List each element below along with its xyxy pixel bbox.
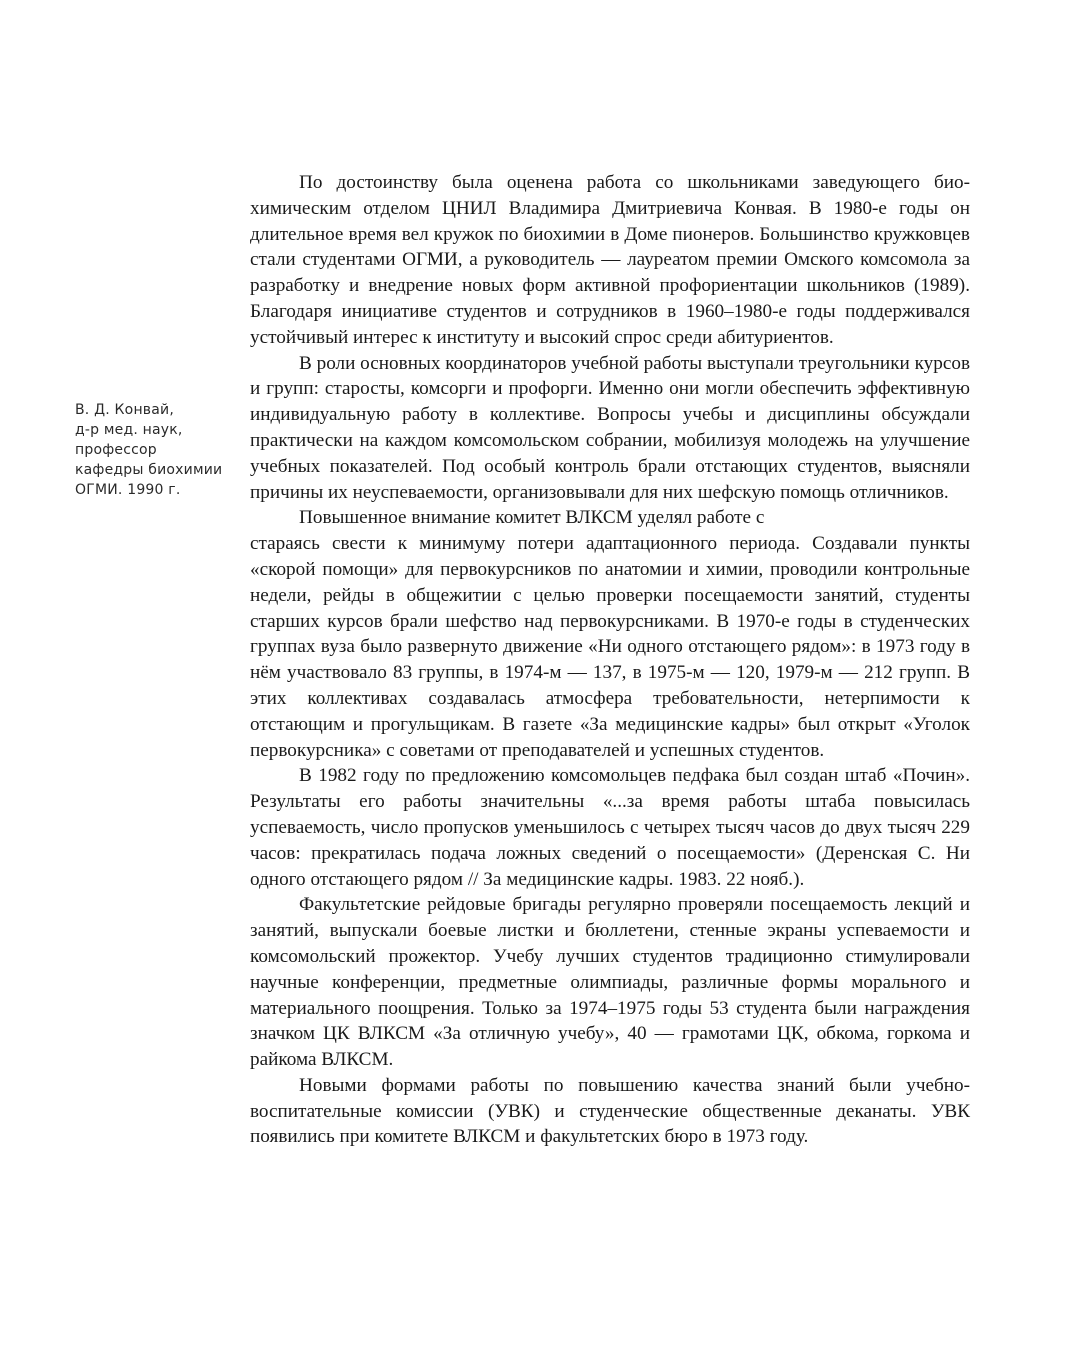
caption-line: В. Д. Конвай, [75, 402, 174, 418]
paragraph: Повышенное внимание комитет ВЛКСМ уделял работе с [299, 507, 765, 529]
paragraph: По достоинству была оценена работа со школьниками заведующего биохимическим отделом ЦНИЛ Владимира Дмитриевича Конвая. В 1980-е годы он длительное время вел кружок по биохимии в Доме пионеров. Большинство кружковцев стали студентами ОГМИ, а руководитель — лауреатом премии Омского комсомола за разработку и внедрение новых форм активной профориентации школьников (1989). Благодаря инициативе студентов и сотрудников в 1960–1980-е годы поддерживался устойчивый интерес к институту и высокий спрос среди абитуриентов. [250, 172, 970, 348]
caption-line: ОГМИ. 1990 г. [75, 482, 181, 498]
paragraph: Новыми формами работы по повышению качества знаний были учебно-воспитательные комиссии (УВК) и студенческие общественные деканаты. УВК появились при комитете ВЛКСМ и факультетских бюро в 1973 году. [250, 1074, 970, 1148]
photo-caption [75, 400, 240, 500]
paragraph: В 1982 году по предложению комсомольцев педфака был создан штаб «Почин». Результаты его работы значительны «...за время работы штаба повысилась успеваемость, число пропусков уменьшилось с четырех тысяч часов до двух тысяч 229 часов: прекратилась подача ложных сведений о посещаемости» (Деренская С. Ни одного отстающего рядом // За медицинские кадры. 1983. 22 нояб.). [250, 765, 970, 890]
caption-line: профессор [75, 442, 157, 458]
caption-line: кафедры биохимии [75, 462, 223, 478]
paragraph: В роли основных координаторов учебной работы выступали треугольники курсов и групп: старосты, комсорги и профорги. Именно они могли обеспечить эффективную индивидуальную работу в коллективе. Вопросы учебы и дисциплины обсуждали практически на каждом комсомольском собрании, мобилизуя молодежь на улучшение учебных показателей. Под особый контроль брали отстающих студентов, выясняли причины их неуспеваемости, организовывали для них шефскую помощь отличников. [250, 352, 970, 503]
body-text [250, 170, 970, 1150]
paragraph: стараясь свести к минимуму потери адаптационного периода. Создавали пункты «скорой помощи» для первокурсников по анатомии и химии, проводили контрольные недели, рейды в общежитии с целью проверки посещаемости занятий, студенты старших курсов брали шефство над первокурсниками. В 1970-е годы в студенческих группах вуза было развернуто движение «Ни одного отстающего рядом»: в 1973 году в нём участвовало 83 группы, в 1974-м — 137, в 1975-м — 120, 1979-м — 212 групп. В этих коллективах создавалась атмосфера требовательности, нетерпимости к отстающим и прогульщикам. В газете «За медицинские кадры» был открыт «Уголок первокурсника» с советами от преподавателей и успешных студентов. [250, 533, 970, 761]
paragraph: Факультетские рейдовые бригады регулярно проверяли посещаемость лекций и занятий, выпускали боевые листки и бюллетени, стенные экраны успеваемости и комсомольский прожектор. Учебу лучших студентов традиционно стимулировали научные конференции, предметные олимпиады, различные формы морального и материального поощрения. Только за 1974–1975 годы 53 студента были награждения значком ЦК ВЛКСМ «За отличную учебу», 40 — грамотами ЦК, обкома, горкома и райкома ВЛКСМ. [250, 894, 970, 1071]
caption-line: д-р мед. наук, [75, 422, 183, 438]
